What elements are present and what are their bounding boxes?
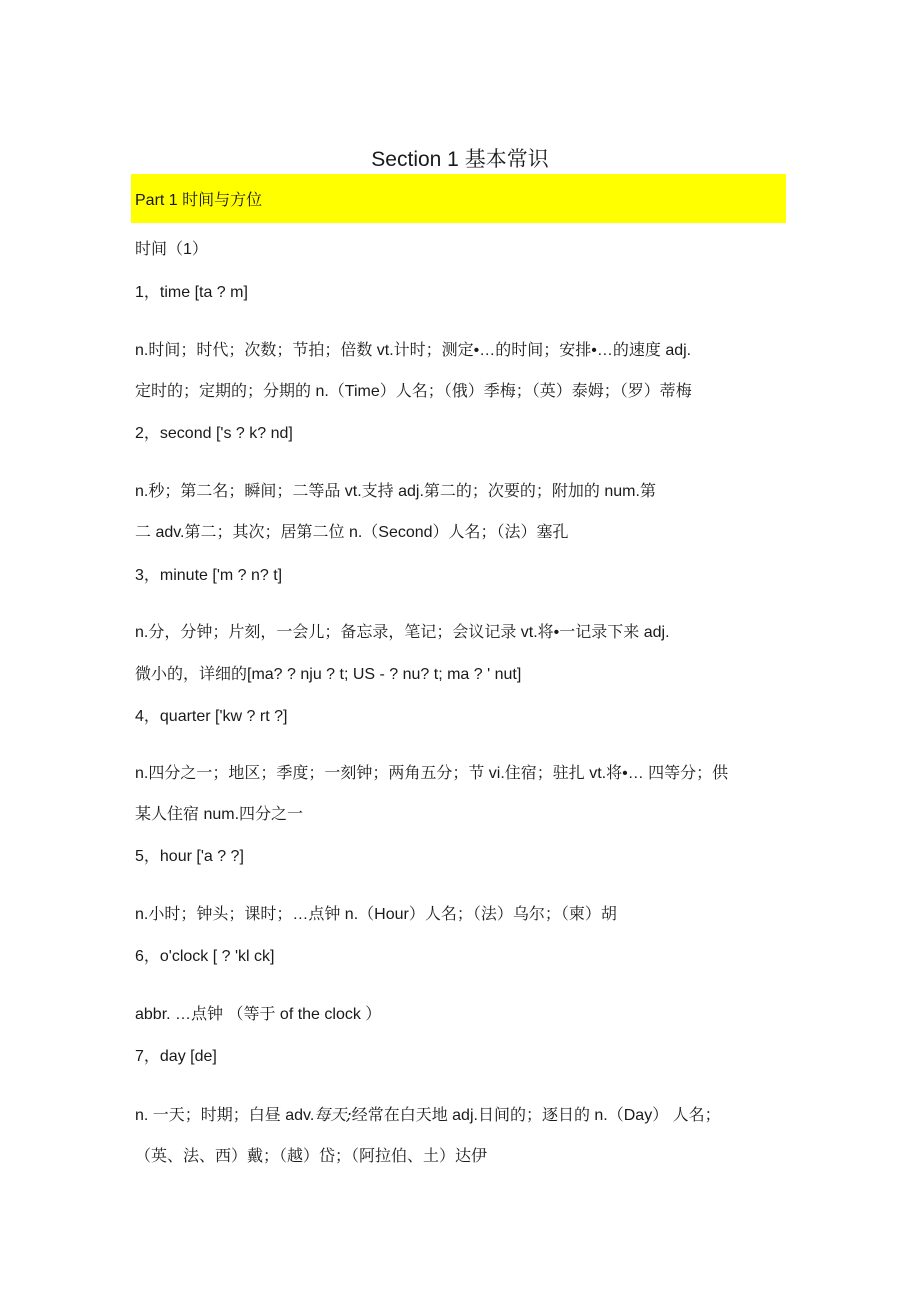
- entry-7-definition-italic: 每天;: [314, 1105, 352, 1124]
- entry-1-definition-line-2: 定时的；定期的；分期的 n.（Time）人名；（俄）季梅；（英）泰姆；（罗）蒂梅: [135, 383, 692, 400]
- entry-4-definition-line-1: n.四分之一；地区；季度；一刻钟；两角五分；节 vi.住宿；驻扎 vt.将•… 四等分；供: [135, 765, 729, 782]
- subheading: 时间（1）: [135, 241, 208, 258]
- entry-6-definition-line-1: abbr. …点钟 （等于 of the clock ）: [135, 1006, 382, 1023]
- part-banner: [131, 174, 786, 223]
- entry-4-definition-line-2: 某人住宿 num.四分之一: [135, 806, 304, 823]
- entry-5-definition-line-1: n.小时；钟头；课时；…点钟 n.（Hour）人名；（法）乌尔；（柬）胡: [135, 906, 617, 923]
- section-title: Section 1 基本常识: [371, 148, 549, 171]
- entry-5-headword: 5，hour ['a ? ?]: [135, 848, 244, 865]
- entry-7-definition-part-a: n. 一天；时期；白昼 adv.: [135, 1107, 315, 1124]
- entry-6-headword: 6，o'clock [ ? 'kl ck]: [135, 948, 275, 965]
- entry-3-headword: 3，minute ['m ? n? t]: [135, 567, 283, 584]
- entry-2-definition-line-1: n.秒；第二名；瞬间；二等品 vt.支持 adj.第二的；次要的；附加的 num.第: [135, 483, 656, 500]
- entry-3-definition-line-2: 微小的，详细的[ma? ? nju ? t; US - ? nu? t; ma ? ' nut]: [135, 666, 522, 683]
- entry-1-headword: 1，time [ta ? m]: [135, 284, 248, 301]
- entry-2-headword: 2，second ['s ? k? nd]: [135, 425, 293, 442]
- entry-4-headword: 4，quarter ['kw ? rt ?]: [135, 708, 288, 725]
- entry-7-definition-part-c: 经常在白天地 adj.日间的；逐日的 n.（Day） 人名；: [351, 1107, 721, 1124]
- entry-3-definition-line-1: n.分，分钟；片刻，一会儿；备忘录，笔记；会议记录 vt.将•一记录下来 adj.: [135, 624, 670, 641]
- entry-7-definition-line-2: （英、法、西）戴；（越）岱；（阿拉伯、土）达伊: [135, 1148, 488, 1165]
- entry-7-headword: 7，day [de]: [135, 1048, 217, 1065]
- entry-1-definition-line-1: n.时间；时代；次数；节拍；倍数 vt.计时；测定•…的时间；安排•…的速度 adj.: [135, 342, 692, 359]
- part-heading: Part 1 时间与方位: [135, 192, 263, 209]
- entry-7-definition-line-1: [135, 1105, 721, 1126]
- entry-2-definition-line-2: 二 adv.第二；其次；居第二位 n.（Second）人名；（法）塞孔: [135, 524, 569, 541]
